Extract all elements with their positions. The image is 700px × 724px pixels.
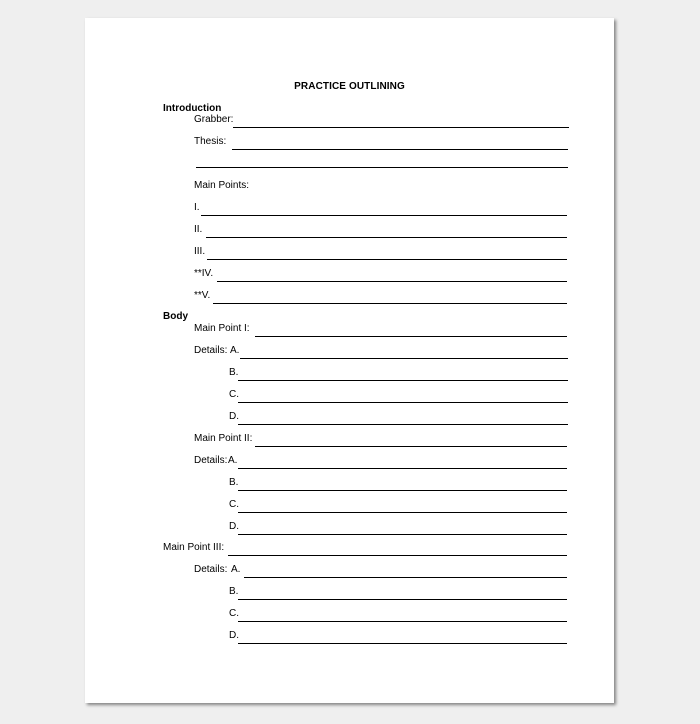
- mp2-detail-d-line: [229, 521, 567, 535]
- mp2-detail-a-label: A.: [228, 455, 238, 466]
- mp2-detail-a-rule: [238, 468, 567, 469]
- document-page: [85, 18, 614, 703]
- mp3-detail-c-label: C.: [229, 608, 239, 619]
- mp1-detail-d-rule: [238, 424, 568, 425]
- main-points-line: [194, 180, 394, 194]
- thesis-rule: [232, 149, 568, 150]
- main-point-v-rule: [213, 303, 567, 304]
- body-heading: Body: [163, 311, 188, 322]
- main-point-iv-label: **IV.: [194, 268, 214, 279]
- mp1-detail-d-label: D.: [229, 411, 239, 422]
- body-main-point-ii-line: [194, 433, 567, 447]
- main-point-iii-label: III.: [194, 246, 206, 257]
- main-point-i-label: I.: [194, 202, 200, 213]
- body-main-point-ii-rule: [255, 446, 567, 447]
- mp2-detail-d-label: D.: [229, 521, 239, 532]
- mp3-detail-b-label: B.: [229, 586, 239, 597]
- introduction-heading: Introduction: [163, 103, 222, 114]
- main-point-i-line: [194, 202, 567, 216]
- thesis-label: Thesis:: [194, 136, 227, 147]
- grabber-line: [194, 114, 569, 128]
- mp2-detail-d-rule: [238, 534, 567, 535]
- body-main-point-i-line: [194, 323, 567, 337]
- mp2-detail-b-rule: [238, 490, 567, 491]
- thesis-continuation-rule: [196, 167, 568, 168]
- thesis-line: [194, 136, 568, 150]
- main-point-ii-label: II.: [194, 224, 203, 235]
- main-point-iv-rule: [217, 281, 567, 282]
- mp3-detail-a-label: A.: [231, 564, 241, 575]
- mp3-detail-b-rule: [238, 599, 567, 600]
- body-main-point-iii-rule: [228, 555, 567, 556]
- body-main-point-i-label: Main Point I:: [194, 323, 250, 334]
- mp2-detail-c-label: C.: [229, 499, 239, 510]
- mp3-detail-d-rule: [238, 643, 567, 644]
- main-point-iii-line: [194, 246, 567, 260]
- mp2-detail-b-line: [229, 477, 567, 491]
- mp2-details-label: Details:: [194, 455, 228, 466]
- main-point-iii-rule: [207, 259, 567, 260]
- main-points-label: Main Points:: [194, 180, 250, 191]
- main-point-i-rule: [201, 215, 567, 216]
- mp1-detail-a-line: [194, 345, 568, 359]
- mp1-detail-a-label: A.: [230, 345, 240, 356]
- main-point-ii-rule: [206, 237, 567, 238]
- grabber-label: Grabber:: [194, 114, 234, 125]
- body-main-point-iii-line: [163, 542, 567, 556]
- mp2-detail-b-label: B.: [229, 477, 239, 488]
- mp1-detail-b-line: [229, 367, 568, 381]
- mp1-detail-c-rule: [238, 402, 568, 403]
- grabber-rule: [233, 127, 569, 128]
- mp3-detail-a-line: [194, 564, 567, 578]
- mp3-detail-c-line: [229, 608, 567, 622]
- mp3-detail-b-line: [229, 586, 567, 600]
- body-main-point-i-rule: [255, 336, 567, 337]
- mp1-detail-d-line: [229, 411, 568, 425]
- mp1-detail-b-label: B.: [229, 367, 239, 378]
- mp3-detail-a-rule: [244, 577, 567, 578]
- main-point-ii-line: [194, 224, 567, 238]
- mp2-detail-c-rule: [238, 512, 567, 513]
- mp2-detail-a-line: [194, 455, 567, 469]
- mp2-detail-c-line: [229, 499, 567, 513]
- main-point-v-label: **V.: [194, 290, 211, 301]
- main-point-iv-line: [194, 268, 567, 282]
- mp1-detail-c-line: [229, 389, 568, 403]
- mp1-detail-a-rule: [240, 358, 568, 359]
- mp3-detail-d-line: [229, 630, 567, 644]
- body-main-point-ii-label: Main Point II:: [194, 433, 253, 444]
- mp3-detail-c-rule: [238, 621, 567, 622]
- mp3-detail-d-label: D.: [229, 630, 239, 641]
- mp1-detail-c-label: C.: [229, 389, 239, 400]
- mp3-details-label: Details:: [194, 564, 228, 575]
- document-title: PRACTICE OUTLINING: [294, 81, 405, 92]
- main-point-v-line: [194, 290, 567, 304]
- mp1-detail-b-rule: [238, 380, 568, 381]
- body-main-point-iii-label: Main Point III:: [163, 542, 225, 553]
- mp1-details-label: Details:: [194, 345, 228, 356]
